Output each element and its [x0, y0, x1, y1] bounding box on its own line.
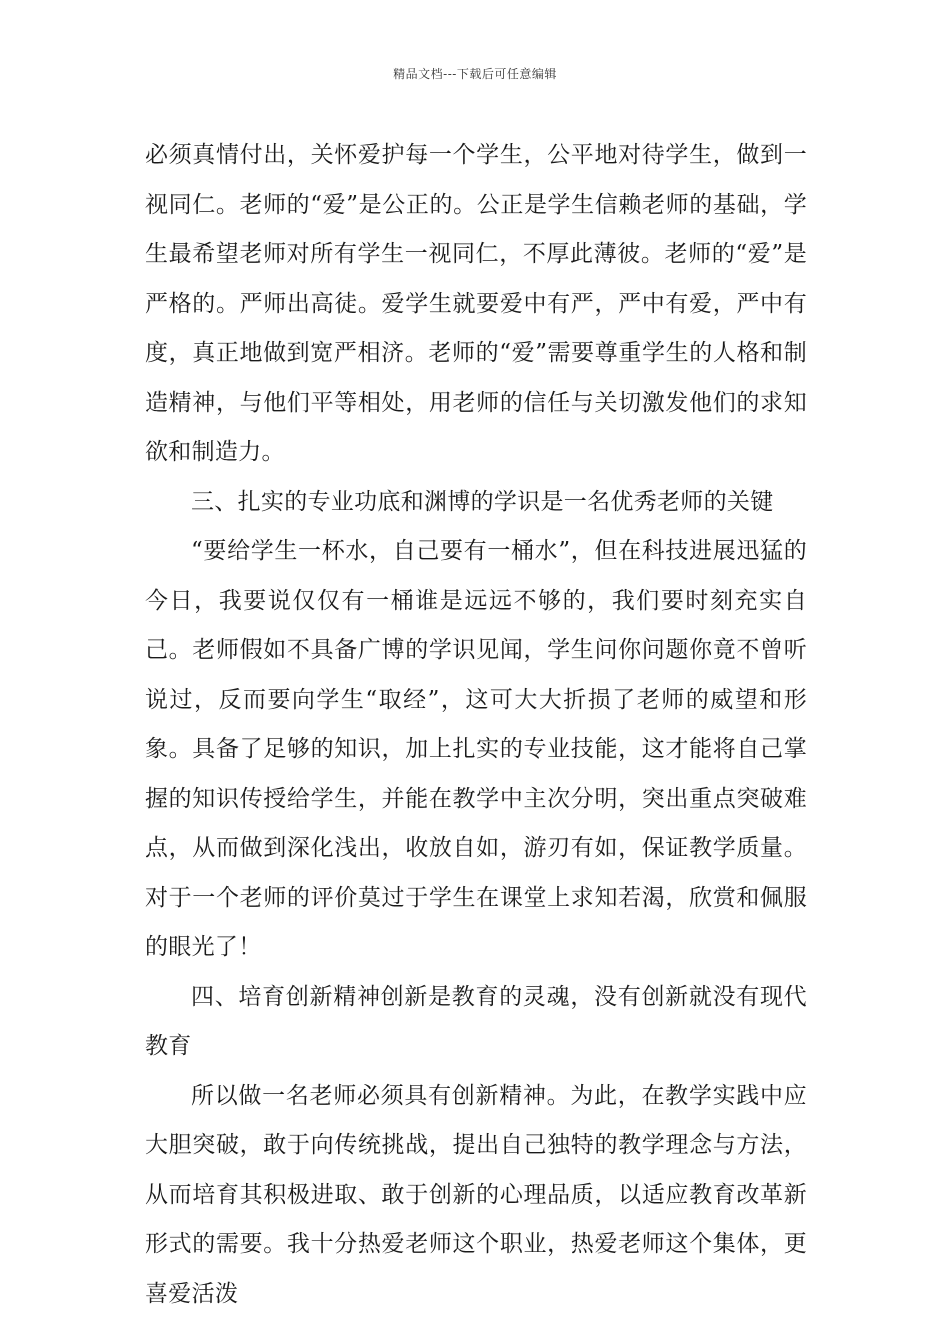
section-heading-three: 三、扎实的专业功底和渊博的学识是一名优秀老师的关键	[191, 488, 774, 515]
page-header: 精品文档---下载后可任意编辑	[393, 67, 557, 81]
paragraph-love-students: 必须真情付出，关怀爱护每一个学生，公平地对待学生，做到一视同仁。老师的“爱”是公正的。公正是学生信赖老师的基础，学生最希望老师对所有学生一视同仁，不厚此薄彼。老师的“爱”是严格的。严师出高徒。爱学生就要爱中有严，严中有爱，严中有度，真正地做到宽严相济。老师的“爱”需要尊重学生的人格和制造精神，与他们平等相处，用老师的信任与关切激发他们的求知欲和制造力。	[145, 142, 807, 465]
document-body	[145, 131, 807, 1319]
paragraph-knowledge: “要给学生一杯水，自己要有一桶水”，但在科技进展迅猛的今日，我要说仅仅有一桶谁是远远不够的，我们要时刻充实自己。老师假如不具备广博的学识见闻，学生问你问题你竟不曾听说过，反而要向学生“取经”，这可大大折损了老师的威望和形象。具备了足够的知识，加上扎实的专业技能，这才能将自己掌握的知识传授给学生，并能在教学中主次分明，突出重点突破难点，从而做到深化浅出，收放自如，游刃有如，保证教学质量。对于一个老师的评价莫过于学生在课堂上求知若渴，欣赏和佩服的眼光了！	[145, 538, 807, 960]
section-heading-four: 四、培育创新精神创新是教育的灵魂，没有创新就没有现代教育	[145, 983, 807, 1059]
paragraph-innovation: 所以做一名老师必须具有创新精神。为此，在教学实践中应大胆突破，敢于向传统挑战，提出自己独特的教学理念与方法，从而培育其积极进取、敢于创新的心理品质，以适应教育改革新形式的需要。我十分热爱老师这个职业，热爱老师这个集体，更喜爱活泼	[145, 1082, 807, 1307]
